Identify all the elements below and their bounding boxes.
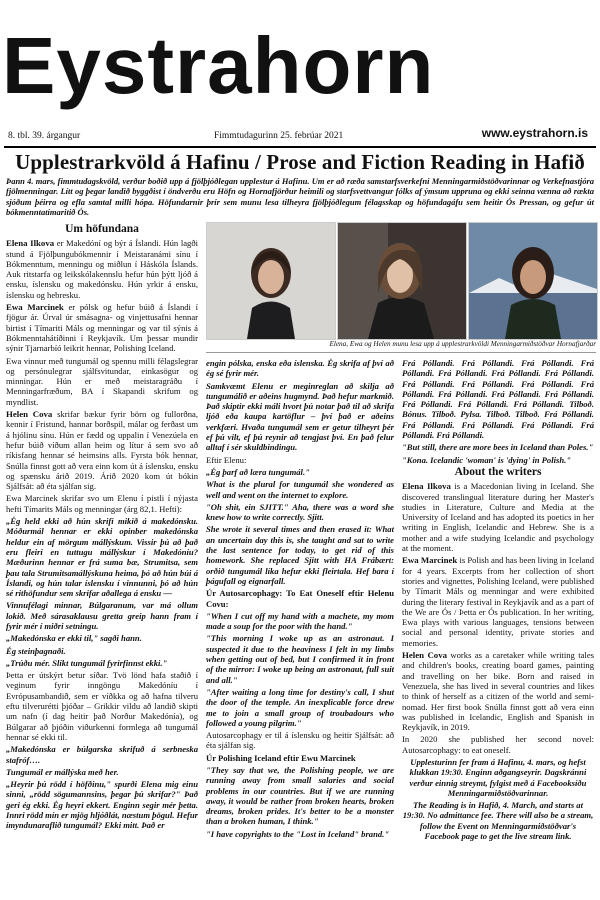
quote-2: Vinnufélagi minnar, Búlgaranum, var má ollum lokið. Með sárasaklausu gretta greip hann fram í fyrir mér í miðri setningu. [6,600,198,631]
paragraph-ewa-is-2: Ewa vinnur með tungumál og spennu milli félagslegrar og persónulegrar sjálfsvitundar, einkasögur og minningar. Hún er með meistaragráðu í Menningarfræðum, BA í Skapandi skrifum og myndlist. [6,355,198,407]
paragraph-ewa-en [402,555,594,648]
bio-ewa: er pólsk og hefur búið á Íslandi í fjögur ár. Úrval úr smásagna- og vinjettusafni hennar birtist í Tímariti Máls og menningar og var til sýnis á Bókmenntahátíðinni í Reykjavík. Um þessar mundir sýnir Tjarnarbíó leikrit hennar, Polishing Iceland. [6,302,198,354]
photo-caption: Elena, Ewa og Helen munu lesa upp á upplestrarkvöldi Menningarmiðstöðvar Hornafjarðar [329,340,596,348]
article-headline: Upplestrarkvöld á Hafinu / Prose and Fiction Reading in Hafið [15,150,585,174]
bio-elena-en: is a Macedonian living in Iceland. She discovered translingual literature during her Master's studies in Literature, Culture and Media at the University of Iceland and has adopted its poetics in her writing in English, Icelandic and Hebrew. She is a mother and a wife studying Icelandic and psychology at the moment. [402,481,594,554]
event-notice-en: The Reading is in Hafið, 4. March, and starts at 19:30. No admittance fee. There will also be a stream, follow the Event on Menningarmiðstöðvar's Facebook page to get the live stream link. [402,800,594,842]
quote-4: Ég steinþagnaði. [6,645,66,656]
cont-1: engin pólska, enska eða íslenska. Ég skrifa af því að ég sé fyrir mér. [206,358,394,379]
section-heading-about-writers: About the writers [454,465,542,478]
website-link[interactable]: www.eystrahorn.is [481,126,588,140]
divider [206,352,596,353]
quote-3: „Makedónska er ekki til," sagði hann. [6,633,142,644]
paragraph-helen-en-2: In 2020 she published her second novel: Autosarcophagy: to eat oneself. [402,734,594,755]
name-helen: Helen Cova [6,409,53,420]
quote-8: „Heyrir þú rödd í höfðinu," spurði Elena mig einu sinni, „rödd sögumannsins, þegar þú skrifar?" Það geri ég ekki. Ég heyri ekkert. Enginn segir mér þetta. Innri rödd mín er mjög hljóðlát, næstum þögul. Hefur ímyndunaraflið tungumál? Ekki mitt. Það er [6,779,198,831]
quote-g: "After waiting a long time for destiny's call, I shut the door of the temple. An inexplicable force drew me to join a small group of troubadours who followed a young pilgrim." [206,686,394,728]
name-elena-en: Elena Ilkova [402,481,451,492]
article-lede: Þann 4. mars, fimmtudagskvöld, verður boðið upp á fjölþjóðlegan upplestur á Hafinu. Um er að ræða samstarfsverkefni Menningarmiðstöðvarinnar og Verkefnastjóra fjölmenningar. Lítt og þegar landið byggðist í öndverðu eru Höfn og Hornafjörður heimili og starfsvettvangur fólks af ýmsum uppruna og ekki seinna vænna að rækta sjóðum þéirra og efla samtal milli hópa. Höfundarnir þrír sem munu lesa tilheyra fjölþjóðlegum félagsskap og höfundagáfu sem heitir Ós Pressan, og gefur út bókmenntatímaritið Ós. [6,176,594,218]
quote-bees: "But still, there are more bees in Iceland than Poles." [402,442,594,453]
quote-c: "Oh shit, ein SJITT." Aha, there was a word she knew how to write correctly. Sjitt. [206,501,394,523]
bio-helen-en: works as a caretaker while writing tales and children's books, creating board games, painting and travelling on her bike. Born and raised in Venezuela, she has lived in several countries and likes to think of herself as a citizen of the world and semi-nomad. Her first book Snúlla finnst gott að vera einn was published in Icelandic, English and Spanish in Reykjavík, in 2019. [402,650,594,733]
paragraph-elena-is [6,238,198,300]
event-notice-is: Upplesturinn fer fram á Hafinu, 4. mars, og hefst klukkan 19:30. Enginn aðgangseyrir. Dagskránni verður einnig streymt, fylgist með á Facebooksíðu Menningarmiðstöðvarinnar. [409,756,587,798]
subheading-polishing: Úr Polishing Iceland eftir Ewu Marcinek [206,752,356,763]
column-2 [206,358,394,841]
name-elena: Elena Ilkova [6,238,55,249]
newspaper-title: Eystrahorn [2,21,435,110]
name-helen-en: Helen Cova [402,650,447,661]
column-3 [402,358,594,843]
paragraph-intro: Ewa Marcinek skrifar svo um Elenu í pistli í nýjasta hefti Tímarits Máls og menningar (árg 82,1. Hefti): [6,493,198,514]
quote-a: „Ég þarf að læra tungumál." [206,466,310,477]
bio-elena: er Makedóní og býr á Íslandi. Hún lagði stund á Fjölþungubókmennir í Meistaranámi sínu í Bókmenntum, menningu og miðlun í Háskóla Íslands. Auk ritstarfa og leikskólakennslu hefur hún þýtt ljóð á ensku, íslensku og makedónsku. Hún yrkir á ensku, íslensku og hebresku. [6,238,198,300]
paragraph-helen-en [402,650,594,732]
issue-date: Fimmtudagurinn 25. febrúar 2021 [214,131,344,141]
subheading-autosarcophagy: Úr Autosarcophagy: To Eat Oneself eftir Helenu Covu: [206,588,394,609]
column-1 [6,222,198,833]
photo-elena [206,222,336,340]
polish-repeat: Frá Póllandi. Frá Póllandi. Frá Póllandi. Frá Póllandi. Frá Póllandi. Frá Póllandi. Frá Póllandi. Frá Póllandi. Frá Póllandi. Frá Póllandi. Frá Póllandi. Frá Póllandi. Frá Póllandi. Frá Póllandi. Frá Póllandi. Frá Póllandi. Frá Póllandi. Tilboð. Bónus. Tilboð. Pylsa. Tilboð. Tilboð. Frá Póllandi. Frá Póllandi. Frá Póllandi. Frá Póllandi. Frá Póllandi. Frá Póllandi. [402,358,594,441]
quote-e: "When I cut off my hand with a machete, my mom made a soup for the poor with the hand." [206,610,394,632]
quote-1: „Ég held ekki að hún skrifi mikið á makedónsku. Móðurmál hennar er ekki opinber makedónska heldur ein af mörgum mállýskum. Vissir þú að það eru fleiri en tuttugu mállýskur í Makedóníu? Mæðurinn hennar er frá suma bæ, Strumitsa, sem þau tala Strumitsamállýskuna heima, þó að hún búi á Íslandi, og hún talar íslensku í vinnunni, þó að hún sé rithöfundur sem skrifar aðallega á ensku — [6,516,198,599]
name-ewa: Ewa Marcinek [6,302,64,313]
quote-5: „Trúðu mér. Slíkt tungumál fyrirfinnst ekki." [6,657,168,668]
paragraph-elena-en [402,481,594,553]
quote-6: „Makedónska er búlgarska skrifuð á serbneska stafróf…. [6,744,198,765]
photo-ewa [337,222,467,340]
paragraph-after: Þetta er útskýrt betur síðar. Tvö lönd hafa staðið í veginum fyrir inngöngu Makedóníu í Evrópusambandið, sem er víðkka og að hafna tilveru eftu tilverurétti þjóðar – Grikkir vildu að landið skipti um nafn (í dag heitir það Norður Makedónía), og Búlgarar að þjóðin viðurkenni formlega að tungumál hennar sé ekki til. [6,670,198,742]
by-elena: Eftir Elenu: [206,454,247,465]
quote-7: Tungumál er mállýska með her. [6,766,119,777]
quote-h: "They say that we, the Polishing people, we are running away from small salaries and social problems in our countries. But if we are running away, it would be rather from broken hearts, broken dreams, broken prides. It's better to be a monster than a broken human, I think." [206,764,394,827]
cont-2: Samkvæmt Elenu er meginreglan að skilja að tungumálið er aðeins hugmynd. Það hefur markmið. Það skiptir ekki máli hvort þú notar það til að skrifa ljóð eða kaupa kartöflur – því það er aðeins verkfæri. Hvaða tungumál sem er getur tilheyrt þér ef þú vilt, ef þú reynir að tengjast því. En það felur alltaf í sér skuldbindingu. [206,380,394,453]
paragraph-ewa-is [6,302,198,353]
section-heading-authors-is: Um höfundana [65,223,139,235]
issue-bar [4,128,596,148]
quote-i: "I have copyrights to the "Lost in Iceland" brand." [206,828,390,839]
paragraph-helen-is [6,409,198,491]
bio-ewa-en: is Polish and has been living in Iceland for 4 years. Excerpts from her collection of short stories and vignettes, Polishing Iceland, were published by Tímarit Máls og menningar and were exhibited during the literary festival in Reykjavík and as a part of the We are Ós / Þetta er Ós publication. In her writing, Ewa plays with various languages, tensions between social and personal identity, private stories and memories. [402,555,594,648]
photo-helen [468,222,598,340]
paragraph-autosarcophagy: Autosarcophagy er til á íslensku og heitir Sjálfsát: að éta sjálfan sig. [206,730,394,751]
bio-helen: skrifar bækur fyrir börn og fullorðna, kennir í Fristund, hannar borðspil, málar og ferðast um á hjólinu sínu. Hún er fædd og uppalin í Venezúela en hefur búið víðum allan heim og lítur á sem svo að ríkisfang hennar sé heimsins alls. Fyrsta bók hennar, Snúlla finnst gott að vera einn kom út á íslensku, ensku og spænsku árið 2019. Árið 2020 kom út bókin Sjálfsát: að éta sjálfan sig. [6,409,198,492]
quote-f: "This morning I woke up as an astronaut. I suspected it due to the heaviness I felt in my limbs when getting out of bed, but I confirmed it in front of the mirror: I woke up being an astronaut, full suit and all." [206,633,394,685]
quote-kona: "Kona. Icelandic 'woman' is 'dying' in Polish." [402,454,572,465]
quote-d: She wrote it several times and then erased it: What an uncertain day this is, she taught and sat to write the last sentence for today, to get rid of this homework. She replaced Sjitt with HA Frábært: orðið tungumál líka hefur ekki fleirtala. Hef bara í þágufall og eignarfall. [206,524,394,586]
issue-number: 8. tbl. 39. árgangur [8,131,81,141]
masthead [4,2,596,130]
author-photos [206,222,596,338]
name-ewa-en: Ewa Marcinek [402,555,458,566]
quote-b: What is the plural for tungumál she wondered as well and went on the internet to explore. [206,479,394,500]
